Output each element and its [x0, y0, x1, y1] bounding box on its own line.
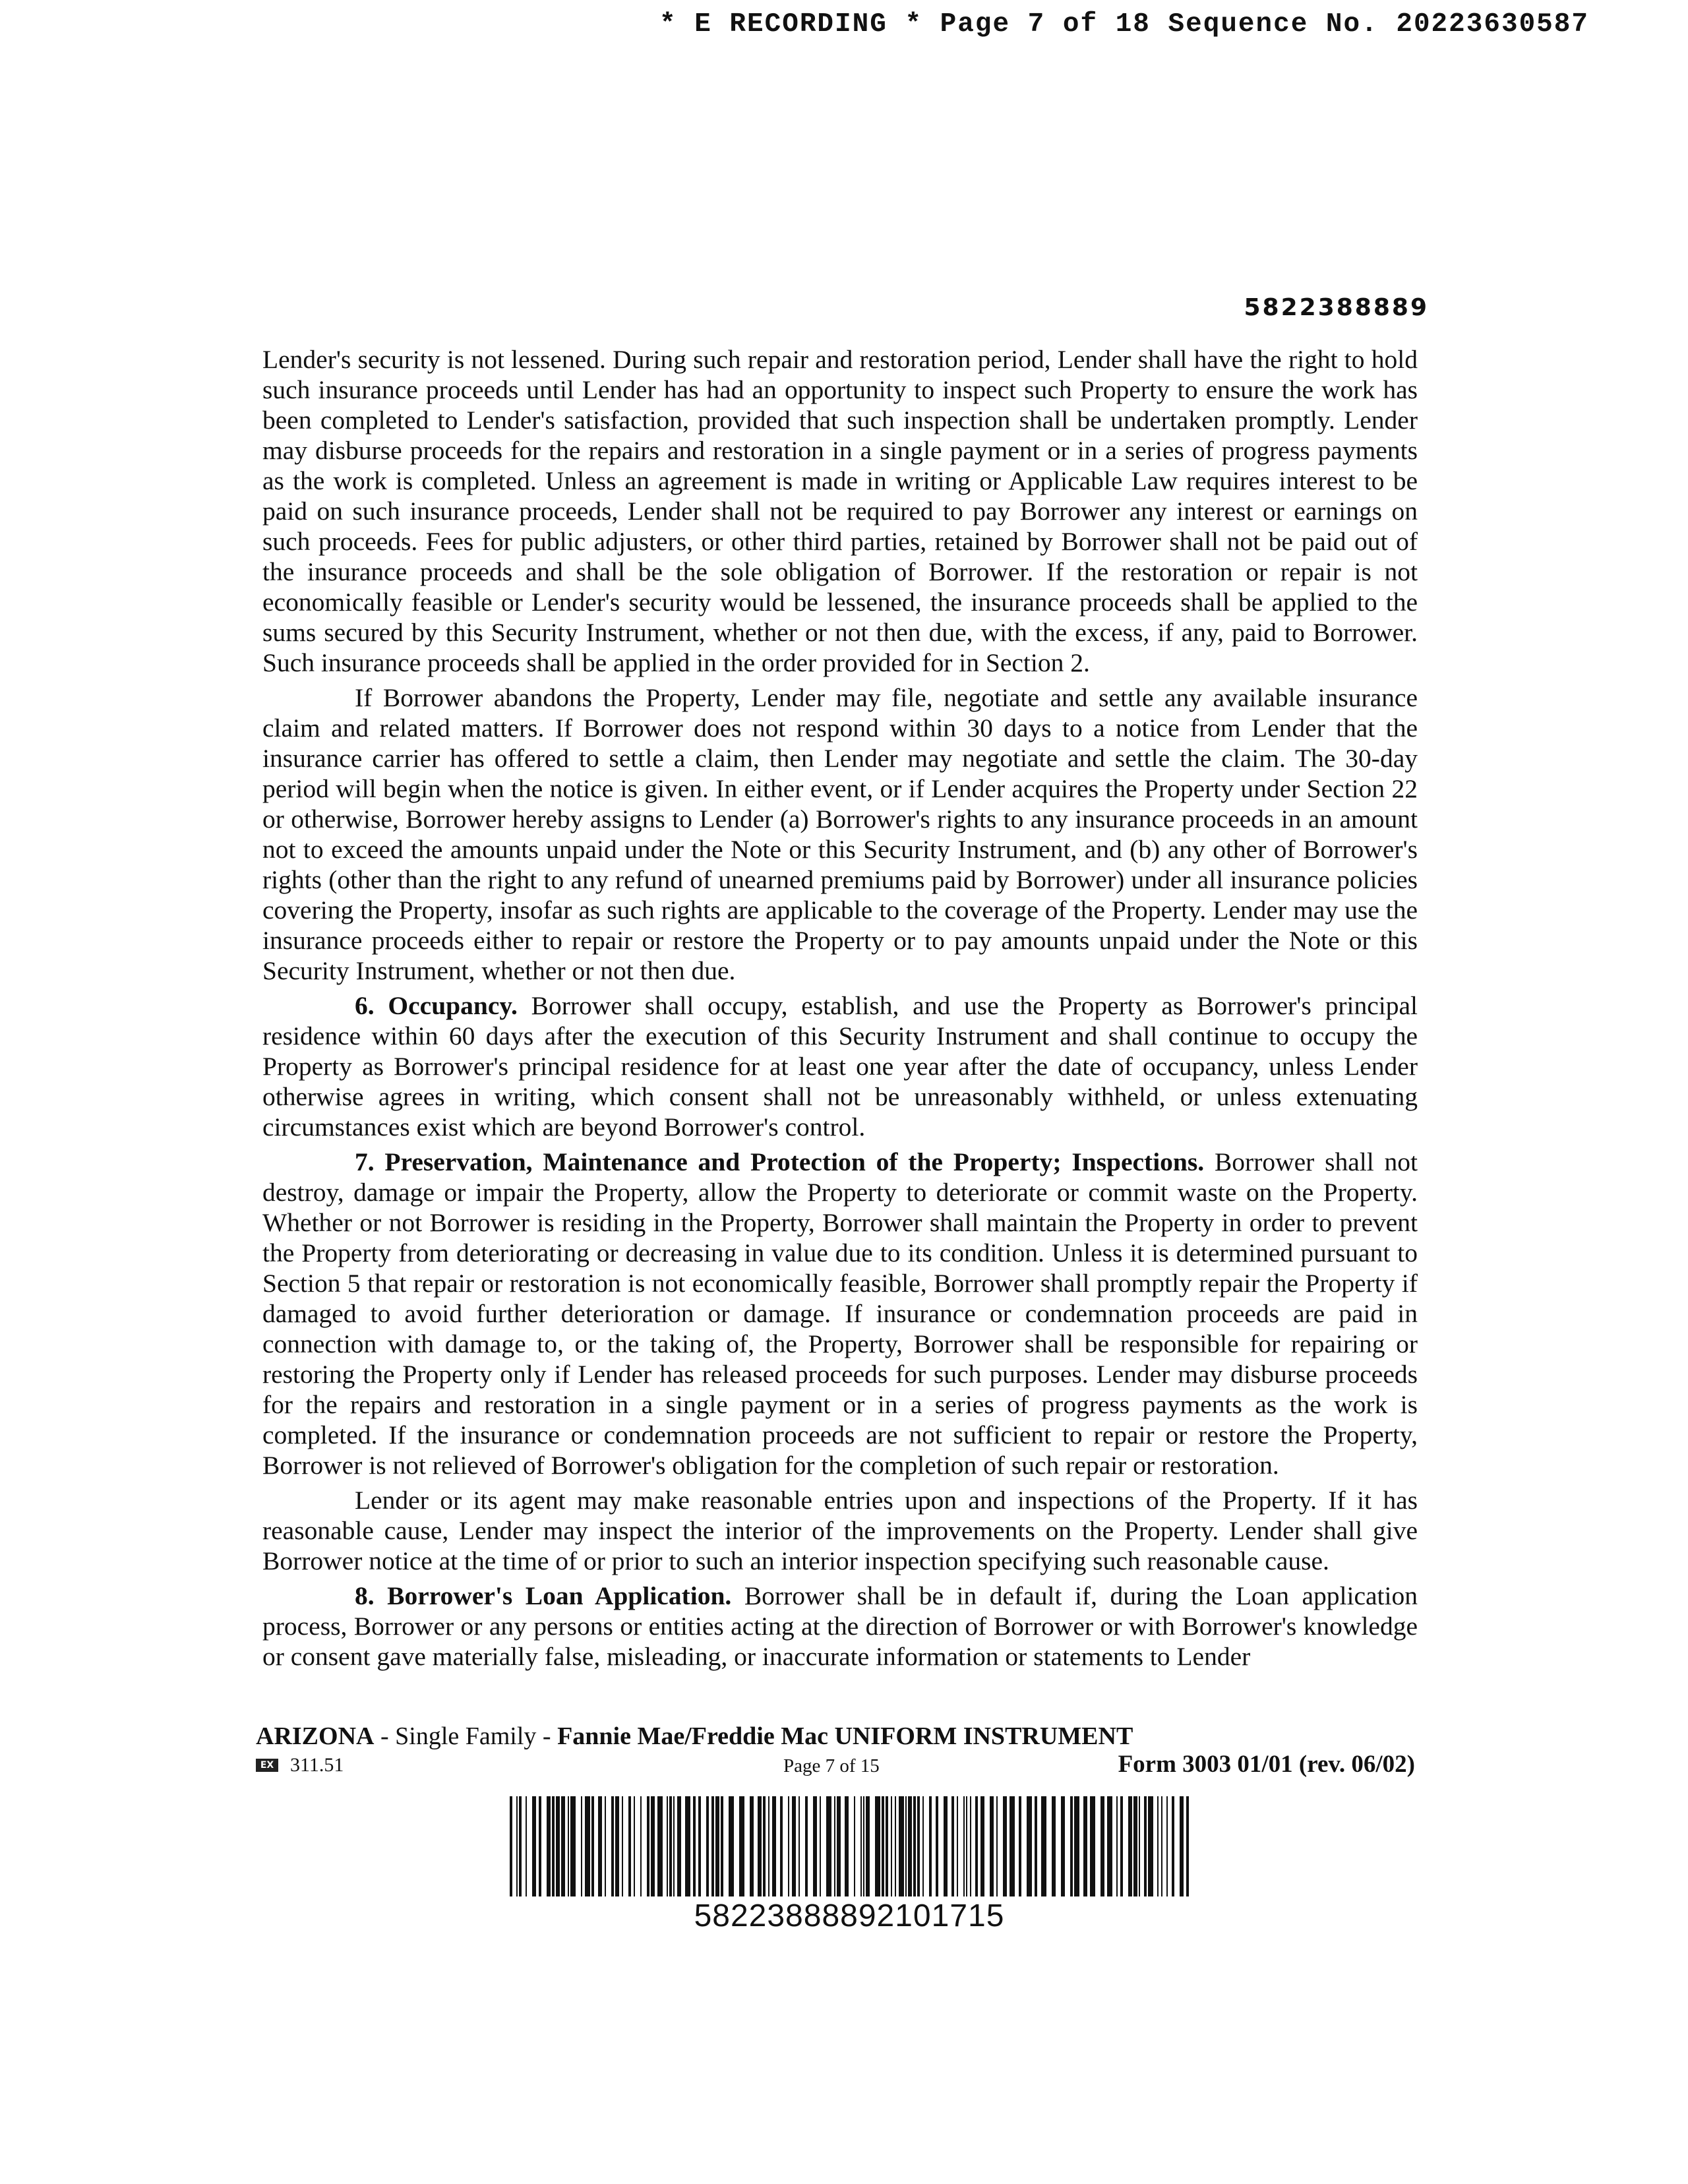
page-number: Page 7 of 15 [783, 1755, 880, 1776]
footer-instrument-line [256, 1721, 1415, 1751]
recording-header: * E RECORDING * Page 7 of 18 Sequence No. 20223630587 [659, 9, 1589, 40]
section-7-preservation [262, 1147, 1418, 1480]
section-8-text: Borrower shall be in default if, during the Loan application process, Borrower or any persons or entities acting at the direction of Borrower or with Borrower's knowledge or consent gave materially false, misleading, or inaccurate information or statements to Lender [262, 1581, 1418, 1671]
form-code [256, 1754, 344, 1776]
section-6-heading: 6. Occupancy. [355, 991, 518, 1020]
section-8-loan-application [262, 1581, 1418, 1672]
ellie-mae-logo-icon: EX [256, 1759, 278, 1772]
section-8-heading: 8. Borrower's Loan Application. [355, 1581, 732, 1610]
footer-state: ARIZONA [256, 1722, 375, 1750]
footer-instrument: Fannie Mae/Freddie Mac UNIFORM INSTRUMENT [557, 1722, 1133, 1750]
section-7-text: Borrower shall not destroy, damage or impair the Property, allow the Property to deteriorate or commit waste on the Property. Whether or not Borrower is residing in the Property, Borrower shall maintain the Property in order to prevent the Property from deteriorating or decreasing in value due to its condition. Unless it is determined pursuant to Section 5 that repair or restoration is not economically feasible, Borrower shall promptly repair the Property if damaged to avoid further deterioration or damage. If insurance or condemnation proceeds are paid in connection with damage to, or the taking of, the Property, Borrower shall be responsible for repairing or restoring the Property only if Lender has released proceeds for such purposes. Lender may disburse proceeds for the repairs and restoration in a single payment or in a series of progress payments as the work is completed. If the insurance or condemnation proceeds are not sufficient to repair or restore the Property, Borrower is not relieved of Borrower's obligation for the completion of such repair or restoration. [262, 1147, 1418, 1480]
paragraph-abandonment: If Borrower abandons the Property, Lender may file, negotiate and settle any available insurance claim and related matters. If Borrower does not respond within 30 days to a notice from Lender that the insurance carrier has offered to settle a claim, then Lender may negotiate and settle the claim. The 30-day period will begin when the notice is given. In either event, or if Lender acquires the Property under Section 22 or otherwise, Borrower hereby assigns to Lender (a) Borrower's rights to any insurance proceeds in an amount not to exceed the amounts unpaid under the Note or this Security Instrument, and (b) any other of Borrower's rights (other than the right to any refund of unearned premiums paid by Borrower) under all insurance policies covering the Property, insofar as such rights are applicable to the coverage of the Property. Lender may use the insurance proceeds either to repair or restore the Property or to pay amounts unpaid under the Note or this Security Instrument, whether or not then due. [262, 683, 1418, 985]
loan-number: 5822388889 [1244, 294, 1429, 321]
section-6-occupancy [262, 990, 1418, 1142]
form-number: Form 3003 01/01 (rev. 06/02) [1118, 1751, 1415, 1778]
section-7-heading: 7. Preservation, Maintenance and Protection of the Property; Inspections. [355, 1147, 1205, 1176]
barcode-icon [510, 1796, 1189, 1896]
document-body [262, 344, 1418, 1676]
form-footer [256, 1721, 1415, 1782]
form-code-number: 311.51 [290, 1754, 344, 1776]
section-6-text: Borrower shall occupy, establish, and use the Property as Borrower's principal residence within 60 days after the execution of this Security Instrument and shall continue to occupy the Property as Borrower's principal residence for at least one year after the date of occupancy, unless Lender otherwise agrees in writing, which consent shall not be unreasonably withheld, or unless extenuating circumstances exist which are beyond Borrower's control. [262, 991, 1418, 1141]
footer-separator: - Single Family - [374, 1722, 558, 1750]
paragraph-insurance-repair: Lender's security is not lessened. During such repair and restoration period, Lender shall have the right to hold such insurance proceeds until Lender has had an opportunity to inspect such Property to ensure the work has been completed to Lender's satisfaction, provided that such inspection shall be undertaken promptly. Lender may disburse proceeds for the repairs and restoration in a single payment or in a series of progress payments as the work is completed. Unless an agreement is made in writing or Applicable Law requires interest to be paid on such insurance proceeds, Lender shall not be required to pay Borrower any interest or earnings on such proceeds. Fees for public adjusters, or other third parties, retained by Borrower shall not be paid out of the insurance proceeds and shall be the sole obligation of Borrower. If the restoration or repair is not economically feasible or Lender's security would be lessened, the insurance proceeds shall be applied to the sums secured by this Security Instrument, whether or not then due, with the excess, if any, paid to Borrower. Such insurance proceeds shall be applied in the order provided for in Section 2. [262, 345, 1418, 677]
footer-form-line [256, 1751, 1415, 1782]
paragraph-inspections: Lender or its agent may make reasonable entries upon and inspections of the Property. If it has reasonable cause, Lender may inspect the interior of the improvements on the Property. Lender shall give Borrower notice at the time of or prior to such an interior inspection specifying such reasonable cause. [262, 1486, 1418, 1575]
barcode-block [510, 1796, 1189, 1934]
barcode-number: 58223888892101715 [694, 1898, 1005, 1933]
